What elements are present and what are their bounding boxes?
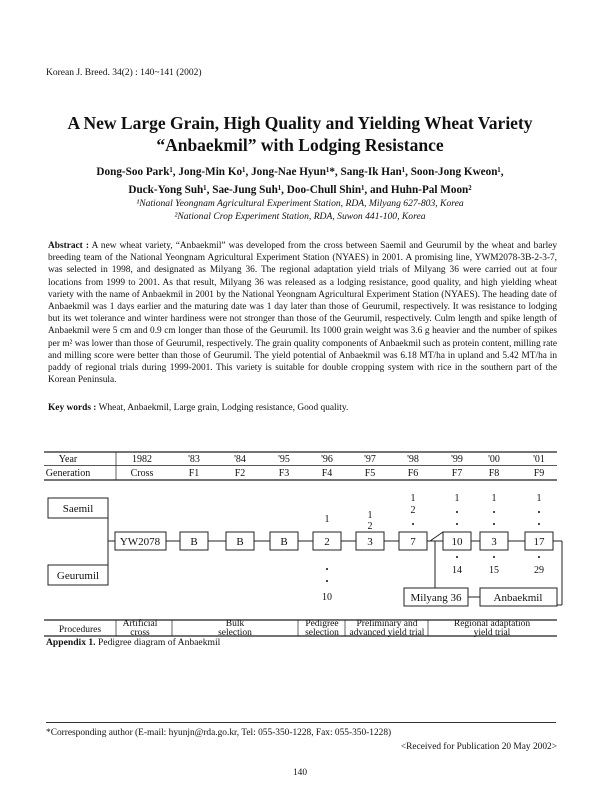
f7-count-bottom: 14 — [452, 565, 462, 576]
box-label-99: 10 — [451, 536, 463, 548]
anbaekmil-label: Anbaekmil — [493, 592, 543, 604]
authors-line-2: Duck-Yong Suh¹, Sae-Jung Suh¹, Doo-Chull Shin¹, and Huhn-Pal Moon² — [128, 184, 472, 196]
proc-regional-trial-l2: yield trial — [473, 628, 511, 638]
caption-label: Appendix 1. — [46, 637, 96, 648]
box-label-95: B — [280, 536, 288, 548]
gen-f2: F2 — [234, 468, 246, 479]
keywords-label: Key words : — [48, 403, 97, 413]
gen-f5: F5 — [364, 468, 376, 479]
f8-count-bottom: 15 — [489, 565, 499, 576]
f5-count-2: 2 — [367, 521, 373, 532]
year-99: '99 — [451, 454, 463, 465]
year-00: '00 — [488, 454, 500, 465]
corresponding-author-footnote: *Corresponding author (E-mail: hyunjn@rda.go.kr, Tel: 055-350-1228, Fax: 055-350-1228) — [46, 728, 392, 738]
proc-pedigree-selection-l2: selection — [305, 628, 339, 638]
year-1982: 1982 — [132, 454, 152, 465]
year-01: '01 — [533, 454, 545, 465]
year-header: Year — [58, 454, 78, 465]
affiliation-2: ²National Crop Experiment Station, RDA, Suwon 441-100, Korea — [174, 210, 426, 222]
gen-f9: F9 — [533, 468, 545, 479]
year-96: '96 — [321, 454, 333, 465]
proc-bulk-selection-l2: selection — [218, 628, 252, 638]
f9-count-top: 1 — [536, 493, 542, 504]
milyang-36-label: Milyang 36 — [410, 592, 462, 604]
affiliation-1: ¹National Yeongnam Agricultural Experiment Station, RDA, Milyang 627-803, Korea — [136, 198, 464, 209]
footnote-rule — [46, 722, 556, 723]
keywords — [48, 403, 348, 413]
f9-count-bottom: 29 — [534, 565, 544, 576]
author-list — [60, 163, 540, 199]
gen-f4: F4 — [321, 468, 333, 479]
box-label-01: 17 — [533, 536, 545, 548]
year-84: '84 — [234, 454, 246, 465]
proc-yield-trial-l1: Preliminary and — [356, 619, 418, 629]
proc-yield-trial-l2: advanced yield trial — [349, 628, 425, 638]
box-label-96: 2 — [324, 536, 330, 548]
received-date: <Received for Publication 20 May 2002> — [400, 742, 557, 752]
gen-f7: F7 — [451, 468, 463, 479]
year-97: '97 — [364, 454, 376, 465]
proc-pedigree-selection-l1: Pedigree — [305, 619, 339, 629]
affiliations — [60, 198, 540, 223]
gen-f1: F1 — [188, 468, 200, 479]
abstract-text: A new wheat variety, “Anbaekmil” was developed from the cross between Saemil and Geurumil by the wheat and barley breeding team of the National Yeongnam Agricultural Experiment Station (NYAES) in 2001. A promising line, YWM2078-3B-2-3-7, was selected in 1998, and designated as Milyang 36. The regional adaptation yield trials of Milyang 36 were carried out at four locations from 1999 to 2001. As that result, Milyang 36 was released as a lodging resistance, good quality, and high yielding wheat variety with the name of Anbaekmil in 2001 by the National Yeongnam Agricultural Experiment Station (NYAES). The heading date of Anbaekmil was 1 days earlier and the maturing date was 1 day later than those of Geurumil, respectively. It was resistance to lodging but its wet tolerance and winter hardiness were not stronger than those of the Geurumil, respectively. Culm length and spike length of Anbaekmil were 5 cm and 0.9 cm longer than those of the Geurumil. Its 1000 grain weight was 3.6 g heavier and the number of spikes per m² was lower than those of Geurumil, respectively. The grain quality components of Anbaekmil such as protein content, milling rate and milling score were better than those of Geurumil. The yield potential of Anbaekmil was 6.18 MT/ha in upland and 5.42 MT/ha in paddy of regional trials during 1999-2001. This variety is suitable for double cropping system with rice in the southern part of the Korean Peninsula. — [48, 241, 557, 386]
f8-count-top: 1 — [491, 493, 497, 504]
parent-geurumil-label: Geurumil — [56, 570, 100, 582]
title-line-1: A New Large Grain, High Quality and Yielding Wheat Variety — [67, 113, 533, 133]
gen-cross: Cross — [130, 468, 154, 479]
box-label-83: B — [190, 536, 198, 548]
f4-count-top: 1 — [324, 514, 330, 525]
box-label-98: 7 — [410, 536, 416, 548]
gen-f6: F6 — [407, 468, 419, 479]
f7-count-top: 1 — [454, 493, 460, 504]
parent-saemil-label: Saemil — [62, 503, 94, 515]
f6-count-1: 1 — [410, 493, 416, 504]
gen-f3: F3 — [278, 468, 290, 479]
box-label-97: 3 — [367, 536, 373, 548]
proc-artificial-cross-l1: Artificial — [122, 619, 158, 629]
gen-f8: F8 — [488, 468, 500, 479]
keywords-text: Wheat, Anbaekmil, Large grain, Lodging resistance, Good quality. — [98, 403, 349, 413]
abstract-label: Abstract : — [48, 241, 89, 251]
paper-title — [40, 112, 560, 156]
abstract — [48, 240, 557, 386]
year-95: '95 — [278, 454, 290, 465]
year-98: '98 — [407, 454, 419, 465]
year-83: '83 — [188, 454, 200, 465]
title-line-2: “Anbaekmil” with Lodging Resistance — [156, 135, 444, 155]
proc-bulk-selection-l1: Bulk — [225, 619, 245, 629]
generation-header: Generation — [45, 468, 91, 479]
proc-regional-trial-l1: Regional adaptation — [453, 619, 531, 629]
pedigree-diagram — [0, 440, 600, 640]
box-label-84: B — [236, 536, 244, 548]
figure-caption — [46, 637, 220, 648]
f4-count-bottom: 10 — [322, 592, 332, 603]
journal-citation: Korean J. Breed. 34(2) : 140~141 (2002) — [46, 68, 202, 78]
f5-count-1: 1 — [367, 510, 373, 521]
proc-artificial-cross-l2: cross — [130, 628, 150, 638]
f6-count-2: 2 — [410, 505, 416, 516]
authors-line-1: Dong-Soo Park¹, Jong-Min Ko¹, Jong-Nae Hyun¹*, Sang-Ik Han¹, Soon-Jong Kweon¹, — [96, 166, 504, 178]
cross-line-label: YW2078 — [119, 536, 161, 548]
page-number: 140 — [292, 768, 308, 778]
caption-text: Pedigree diagram of Anbaekmil — [98, 637, 221, 648]
procedures-header: Procedures — [58, 625, 102, 635]
box-label-00: 3 — [491, 536, 497, 548]
